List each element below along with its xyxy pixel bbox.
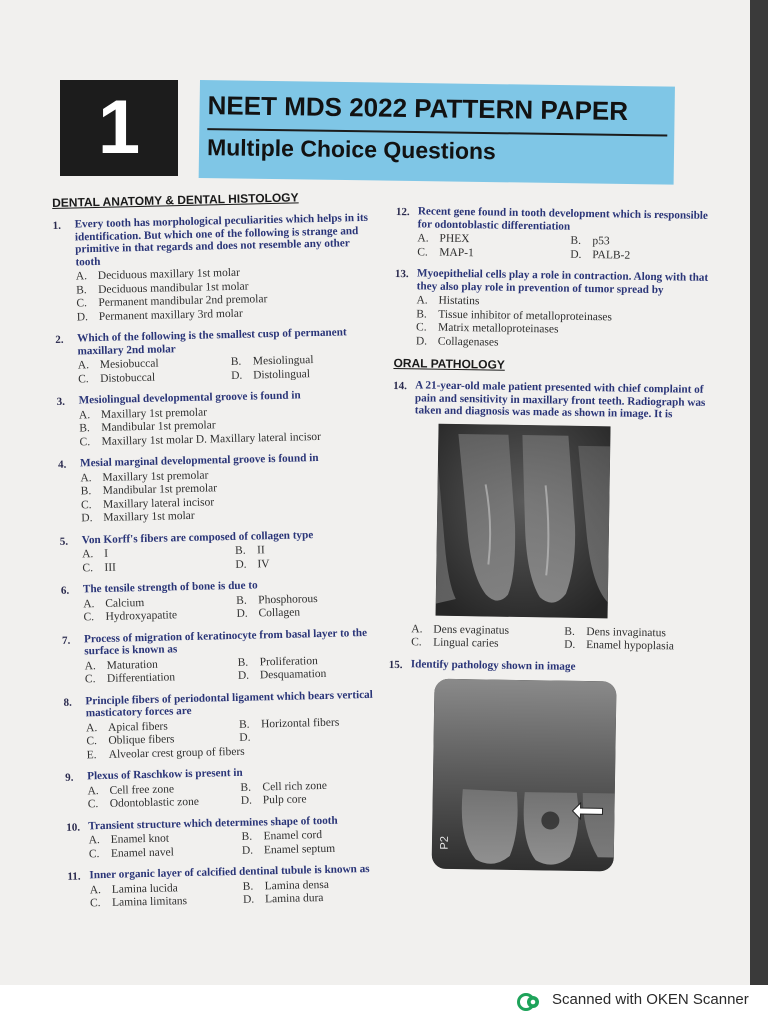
option-letter: D. xyxy=(81,512,93,525)
answer-options xyxy=(87,778,386,812)
question-9 xyxy=(65,764,386,813)
option-text: Enamel navel xyxy=(110,845,174,860)
option-letter: B. xyxy=(79,422,90,435)
question-8 xyxy=(63,688,384,763)
question-number: 6. xyxy=(60,584,70,597)
option-text: Maxillary 1st premolar xyxy=(100,406,208,421)
option-text: Lamina densa xyxy=(264,878,330,892)
question-7 xyxy=(62,626,383,687)
question-number: 14. xyxy=(393,379,407,393)
question-number: 2. xyxy=(55,333,64,346)
option-letter: D. xyxy=(240,794,253,807)
answer-option xyxy=(78,370,223,387)
option-text: Enamel cord xyxy=(263,829,323,843)
option-text: Cell free zone xyxy=(109,782,175,797)
option-letter: A. xyxy=(88,834,100,847)
answer-option xyxy=(417,246,562,262)
option-letter: A. xyxy=(411,622,423,635)
option-letter: B. xyxy=(564,625,575,638)
question-14-block xyxy=(389,379,713,654)
option-text: Enamel septum xyxy=(263,842,336,856)
question-text: Process of migration of keratinocyte from basal layer to the surface is known as xyxy=(83,626,368,658)
answer-option xyxy=(235,555,380,572)
radiograph-image-q15 xyxy=(432,679,617,872)
option-text: III xyxy=(104,561,117,574)
option-letter: A. xyxy=(83,597,95,610)
question-12 xyxy=(395,205,716,264)
option-letter: A. xyxy=(417,232,429,245)
answer-options xyxy=(82,542,381,576)
chapter-number: 1 xyxy=(60,80,178,176)
option-text: Mandibular 1st premolar xyxy=(102,482,218,497)
option-letter: B. xyxy=(76,283,87,296)
option-text: Maxillary 1st molar xyxy=(103,509,195,524)
question-list-left xyxy=(53,212,389,912)
question-13 xyxy=(394,267,715,353)
scanner-watermark-text: Scanned with OKEN Scanner xyxy=(552,991,749,1008)
option-letter: C. xyxy=(87,798,99,811)
option-letter: D. xyxy=(230,369,243,382)
chapter-banner xyxy=(199,80,675,185)
option-text: Matrix metalloproteinases xyxy=(437,321,559,336)
option-text: Histatins xyxy=(438,294,480,308)
question-list-right-top xyxy=(394,205,716,353)
option-letter: B. xyxy=(242,880,254,893)
option-letter: E. xyxy=(86,748,97,761)
option-letter: D. xyxy=(76,310,89,323)
option-letter: A. xyxy=(416,294,428,307)
question-number: 8. xyxy=(63,696,72,709)
option-text: Pulp core xyxy=(262,793,307,807)
question-10 xyxy=(66,813,387,862)
question-number: 12. xyxy=(395,205,410,219)
option-text: I xyxy=(103,547,109,560)
option-text: PHEX xyxy=(439,232,470,246)
question-2 xyxy=(55,326,376,387)
option-letter: A. xyxy=(87,784,99,797)
option-letter: B. xyxy=(238,718,250,731)
option-text: Permanent maxillary 3rd molar xyxy=(98,307,243,323)
option-letter: B. xyxy=(234,544,246,557)
option-letter: A. xyxy=(75,270,88,283)
question-text: Mesiolingual developmental groove is found in xyxy=(78,389,301,407)
section-heading-dental-anatomy: DENTAL ANATOMY & DENTAL HISTOLOGY xyxy=(52,190,299,210)
option-text: Tissue inhibitor of metalloproteinases xyxy=(438,308,613,323)
question-number: 11. xyxy=(67,870,81,883)
option-letter: A. xyxy=(78,408,91,421)
answer-option xyxy=(83,608,228,625)
section-heading-oral-pathology: ORAL PATHOLOGY xyxy=(393,355,505,372)
option-text: Distobuccal xyxy=(100,371,156,385)
question-number: 3. xyxy=(56,395,66,408)
option-text: Mandibular 1st premolar xyxy=(101,419,216,434)
option-letter: A. xyxy=(85,721,98,734)
option-letter: B. xyxy=(80,485,92,498)
question-number: 4. xyxy=(57,458,67,471)
question-3 xyxy=(57,388,378,450)
question-text: Which of the following is the smallest cusp of permanent maxillary 2nd molar xyxy=(77,326,347,357)
option-text: Maxillary lateral incisor xyxy=(102,495,215,511)
question-5 xyxy=(60,527,381,576)
option-letter: C. xyxy=(78,372,89,385)
answer-options xyxy=(88,828,387,862)
option-letter: B. xyxy=(230,355,242,368)
option-text: Maxillary 1st premolar xyxy=(102,469,209,484)
answer-option xyxy=(564,639,709,655)
answer-options xyxy=(417,232,715,264)
option-text: PALB-2 xyxy=(592,248,631,262)
option-letter: A. xyxy=(84,659,96,672)
option-text: Odontoblastic zone xyxy=(109,795,200,810)
answer-option xyxy=(236,605,381,622)
option-letter: C. xyxy=(84,673,96,686)
answer-option xyxy=(411,636,556,652)
answer-options xyxy=(86,715,385,762)
question-4 xyxy=(58,451,379,527)
option-letter: D. xyxy=(236,607,248,620)
option-letter: C. xyxy=(82,561,94,574)
option-text: Dens evaginatus xyxy=(433,623,510,637)
option-text: Alveolar crest group of fibers xyxy=(108,745,245,761)
option-text: Distolingual xyxy=(252,367,311,381)
option-text: Enamel knot xyxy=(110,832,170,846)
option-letter: B. xyxy=(236,594,247,607)
answer-options xyxy=(78,353,377,387)
option-text: Horizontal fibers xyxy=(260,716,340,730)
answer-option xyxy=(238,667,383,684)
answer-options xyxy=(79,402,378,449)
answer-options xyxy=(83,591,382,625)
option-letter: D. xyxy=(564,638,576,651)
option-text: Lingual caries xyxy=(433,636,499,650)
question-14 xyxy=(389,379,713,654)
option-letter: D. xyxy=(242,893,255,906)
answer-option xyxy=(570,248,715,264)
question-11 xyxy=(67,863,388,912)
scanner-logo-icon xyxy=(517,992,541,1012)
question-number: 15. xyxy=(388,658,403,671)
option-text: Maxillary 1st molar D. Maxillary lateral incisor xyxy=(101,430,322,448)
question-number: 10. xyxy=(66,821,81,834)
question-text: Plexus of Raschkow is present in xyxy=(87,766,243,783)
option-letter: A. xyxy=(80,471,92,484)
option-letter: C. xyxy=(411,636,422,649)
answer-option xyxy=(242,841,387,858)
answer-option xyxy=(231,366,376,383)
question-text: Recent gene found in tooth development which is responsible for odontoblastic differentiation xyxy=(417,205,709,233)
option-text: Mesiobuccal xyxy=(99,357,159,371)
option-letter: B. xyxy=(570,234,582,247)
option-text: Lamina lucida xyxy=(111,881,178,896)
option-letter: D. xyxy=(570,248,582,261)
option-text: Mesiolingual xyxy=(252,354,314,368)
option-letter: C. xyxy=(83,611,95,624)
option-letter: D. xyxy=(237,669,250,682)
question-6 xyxy=(61,577,382,626)
option-text: Differentiation xyxy=(106,671,176,685)
option-text: Collagen xyxy=(258,606,301,620)
left-column xyxy=(52,189,388,920)
answer-option xyxy=(90,894,235,911)
option-text: II xyxy=(256,544,265,557)
answer-options xyxy=(411,623,709,655)
answer-options xyxy=(76,264,375,325)
option-letter: B. xyxy=(240,781,252,794)
option-letter: C. xyxy=(415,321,427,334)
option-letter: D. xyxy=(415,334,428,348)
option-text: Hydroxyapatite xyxy=(105,609,178,623)
option-letter: C. xyxy=(89,897,101,910)
chapter-subtitle: Multiple Choice Questions xyxy=(206,134,497,165)
option-text: Calcium xyxy=(105,596,145,610)
option-text: IV xyxy=(257,557,270,570)
option-text: Phosphorous xyxy=(258,592,318,606)
option-letter: C. xyxy=(86,735,98,748)
option-letter: D. xyxy=(235,558,247,571)
question-text: Von Korff's fibers are composed of collagen type xyxy=(81,528,314,546)
option-letter: C. xyxy=(88,847,100,860)
option-text: Permanent mandibular 2nd premolar xyxy=(98,293,268,309)
answer-option xyxy=(243,891,388,908)
option-text: Desquamation xyxy=(259,667,327,682)
option-letter: B. xyxy=(241,830,253,843)
option-text: Deciduous mandibular 1st molar xyxy=(97,280,249,296)
answer-option xyxy=(241,792,386,809)
question-text: Principle fibers of periodontal ligament which bears vertical masticatory forces are xyxy=(85,688,373,720)
option-letter: B. xyxy=(416,307,427,320)
option-text: Lamina limitans xyxy=(111,895,188,909)
option-text: Proliferation xyxy=(259,654,318,668)
option-text: Enamel hypoplasia xyxy=(586,639,675,653)
question-text: Myoepithelial cells play a role in contraction. Along with that they also play role in prevention of tumor spread by xyxy=(416,267,709,296)
option-text: MAP-1 xyxy=(439,246,474,259)
option-text: Lamina dura xyxy=(264,892,324,906)
question-number: 13. xyxy=(394,267,409,281)
answer-options xyxy=(80,465,379,526)
option-letter: A. xyxy=(82,548,94,561)
radiograph-marker-label: P2 xyxy=(438,836,451,850)
question-15-block xyxy=(385,657,708,880)
question-number: 9. xyxy=(65,771,74,784)
answer-option xyxy=(85,670,230,687)
question-text: Transient structure which determines shape of tooth xyxy=(88,814,338,832)
question-text: Identify pathology shown in image xyxy=(410,657,576,673)
chapter-title: NEET MDS 2022 PATTERN PAPER xyxy=(207,90,629,126)
option-letter: A. xyxy=(77,359,90,372)
question-text: A 21-year-old male patient presented with chief complaint of pain and sensitivity in maxillary front teeth. Radiograph was taken and diagnosis was made as shown in image. It is xyxy=(414,379,706,421)
option-letter: B. xyxy=(237,656,249,669)
option-text: Cell rich zone xyxy=(262,779,328,793)
answer-options xyxy=(90,877,389,911)
option-text: Maturation xyxy=(106,658,158,672)
question-text: Every tooth has morphological peculiarities which helps in its identification. But which one of the following is strange and primitive in that regards and does not resemble any other tooth xyxy=(74,211,369,268)
option-text: Deciduous maxillary 1st molar xyxy=(97,266,241,282)
option-text: Oblique fibers xyxy=(108,733,175,747)
question-text: Mesial marginal developmental groove is found in xyxy=(79,452,319,470)
question-text: The tensile strength of bone is due to xyxy=(82,579,258,596)
question-number: 1. xyxy=(52,219,62,232)
radiograph-image-q14 xyxy=(436,423,611,618)
answer-options xyxy=(416,294,715,353)
question-number: 7. xyxy=(61,634,71,647)
option-letter: D. xyxy=(239,731,251,744)
option-text: Dens invaginatus xyxy=(586,625,666,639)
answer-options xyxy=(85,653,384,687)
option-letter: C. xyxy=(417,245,428,259)
option-letter: A. xyxy=(89,883,102,896)
option-letter: D. xyxy=(241,844,254,857)
option-text: Apical fibers xyxy=(107,720,168,734)
question-text: Inner organic layer of calcified dentinal tubule is known as xyxy=(89,862,370,882)
option-text: Collagenases xyxy=(437,335,499,349)
option-text: p53 xyxy=(592,235,610,248)
answer-option xyxy=(89,845,234,862)
question-number: 5. xyxy=(59,535,69,548)
option-letter: C. xyxy=(76,297,88,310)
right-column xyxy=(385,205,716,889)
option-letter: C. xyxy=(79,435,91,448)
answer-option xyxy=(82,559,227,576)
question-1 xyxy=(53,212,375,325)
answer-option xyxy=(88,795,233,812)
question-15 xyxy=(385,657,708,880)
option-letter: C. xyxy=(80,498,92,511)
